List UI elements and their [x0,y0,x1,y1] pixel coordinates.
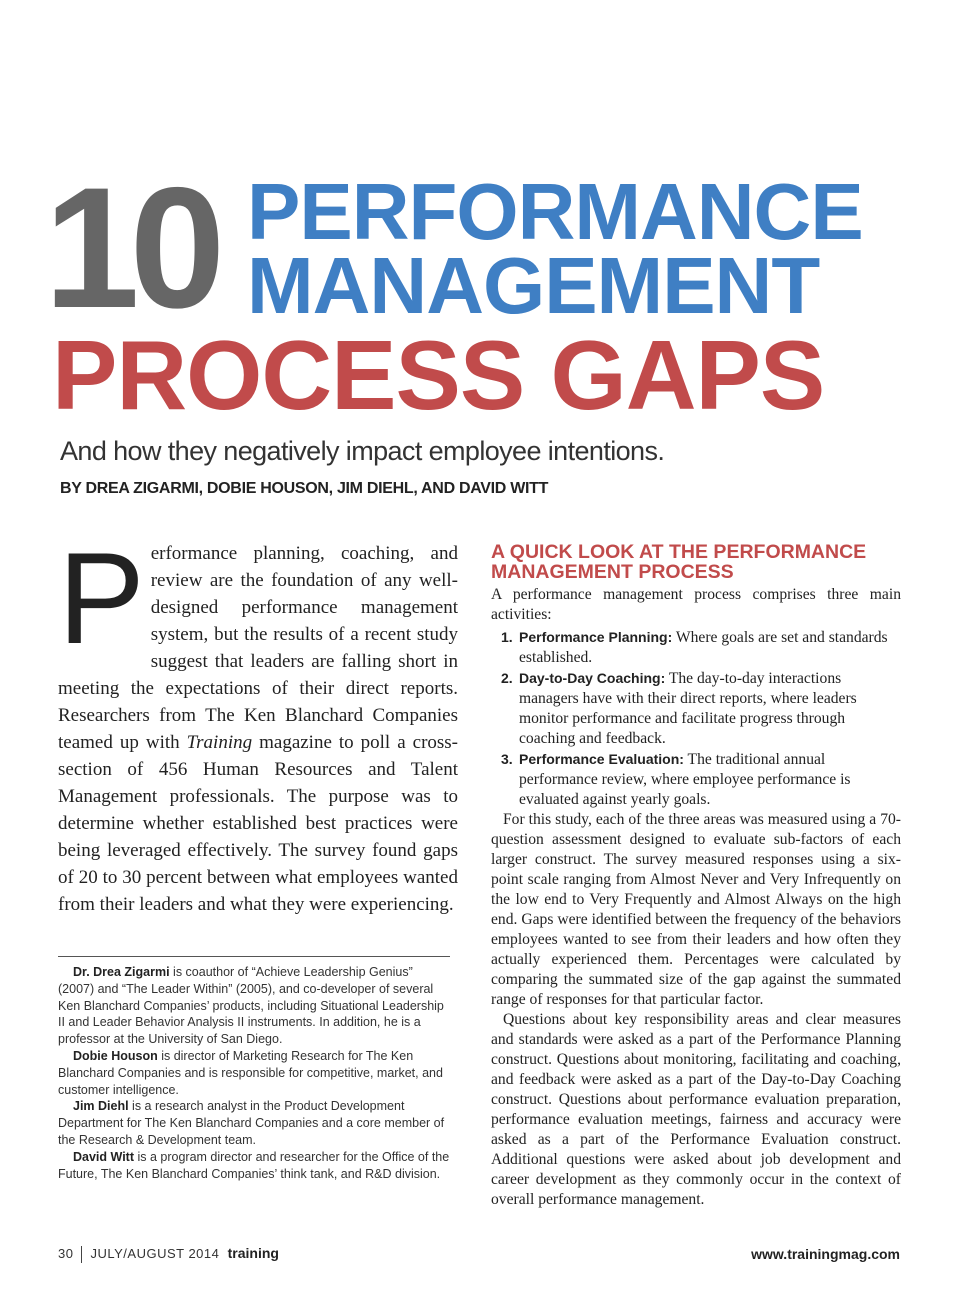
intro-text-2: magazine to poll a cross-section of 456 Human Resources and Talent Management professionals. The purpose was to determine whether established best practices were being leveraged effectively. The survey found gaps of 20 to 30 percent between what employees wanted from their leaders and what they were experiencing. [58,732,459,915]
author-name: Jim Diehl [73,1099,129,1114]
author-name: Dobie Houson [73,1048,158,1063]
headline-number: 10 [44,152,216,344]
intro-text-1: erformance planning, coaching, and review are the foundation of any well-designed performance management system, but the results of a recent study suggest that leaders are falling short in meeting the expectations of their direct reports. Researchers from The Ken Blanchard Companies teamed up with [58,543,458,753]
headline-line-2: MANAGEMENT [247,241,820,330]
headline-line-3: PROCESS GAPS [52,320,825,430]
list-item [491,749,901,810]
activity-list [491,627,901,810]
intro-paragraph [58,525,459,918]
list-item [491,627,901,668]
drop-cap: P [58,525,145,671]
author-bio-text: is coauthor of “Achieve Leadership Genius” (2007) and “The Leader Within” (2005), and co-developer of several Ken Blanchard Companies’ products, including Situational Leadership II and Leader Behavior Analysis II instruments. In addition, he is a professor at the University of San Diego. [58,965,444,1047]
author-name: David Witt [73,1149,134,1164]
footer-separator [81,1246,82,1263]
author-bio [58,964,450,1048]
sidebar [491,542,901,1210]
list-item-title: Performance Planning: [519,629,673,645]
author-name: Dr. Drea Zigarmi [73,965,170,979]
author-bio-text: is a program director and researcher for the Office of the Future, The Ken Blanchard Companies’ think tank, and R&D division. [58,1149,450,1181]
page-number: 30 [58,1246,74,1261]
magazine-name: Training [186,732,253,753]
headline-line-1: PERFORMANCE [247,167,863,256]
byline: BY DREA ZIGARMI, DOBIE HOUSON, JIM DIEHL, AND DAVID WITT [60,480,549,497]
list-item [491,668,901,749]
list-item-title: Day-to-Day Coaching: [519,670,666,686]
author-bio [58,1098,450,1148]
author-bio [58,1048,450,1098]
sidebar-heading: A QUICK LOOK AT THE PERFORMANCE MANAGEMENT PROCESS [491,541,867,583]
subtitle: And how they negatively impact employee intentions. [60,436,665,466]
list-item-text: The day-to-day interactions managers have with their direct reports, where leaders monitor performance and facilitate progress through coaching and feedback. [519,670,857,747]
list-item-title: Performance Evaluation: [519,751,684,767]
author-bio-text: is a research analyst in the Product Development Department for The Ken Blanchard Companies and a core member of the Research & Development team. [58,1099,445,1147]
sidebar-paragraph-1: For this study, each of the three areas was measured using a 70-question assessment designed to evaluate sub-factors of each larger construct. The survey measured responses using a six-point scale ranging from Almost Never and Very Infrequently on the low end to Very Frequently and Almost Always on the high end. Gaps were identified between the frequency of the behaviors employees wanted to see from their leaders and how often they actually experienced them. Percentages were calculated by comparing the summated size of the gap against the summated range of responses for that particular factor. [491,811,901,1008]
magazine-brand: training [227,1245,279,1261]
list-number: 1. [501,629,513,645]
author-bio [58,1149,450,1183]
list-item-text: Where goals are set and standards established. [519,629,888,666]
list-number: 3. [501,751,513,767]
list-item-text: The traditional annual performance review, where employee performance is evaluated against yearly goals. [519,751,851,808]
sidebar-paragraph-2: Questions about key responsibility areas and clear measures and standards were asked as a part of the Performance Planning construct. Questions about monitoring, facilitating and coaching, and feedback were asked as a part of the Day-to-Day Coaching construct. Questions about performance evaluation preparation, performance evaluation meetings, fairness and accuracy were asked as a part of the Performance Evaluation construct. Additional questions were asked about job development and career development as they commonly occur in the context of overall performance management. [491,1011,901,1208]
author-bios [58,964,450,1182]
author-bio-text: is director of Marketing Research for The Ken Blanchard Companies and is responsible for competitive, market, and customer intelligence. [58,1048,443,1097]
sidebar-intro: A performance management process comprises three main activities: [491,586,901,623]
issue-date: JULY/AUGUST 2014 [90,1246,220,1261]
bio-divider [58,956,450,957]
list-number: 2. [501,670,513,686]
website-url: www.trainingmag.com [751,1246,900,1262]
page-footer [58,1245,279,1263]
